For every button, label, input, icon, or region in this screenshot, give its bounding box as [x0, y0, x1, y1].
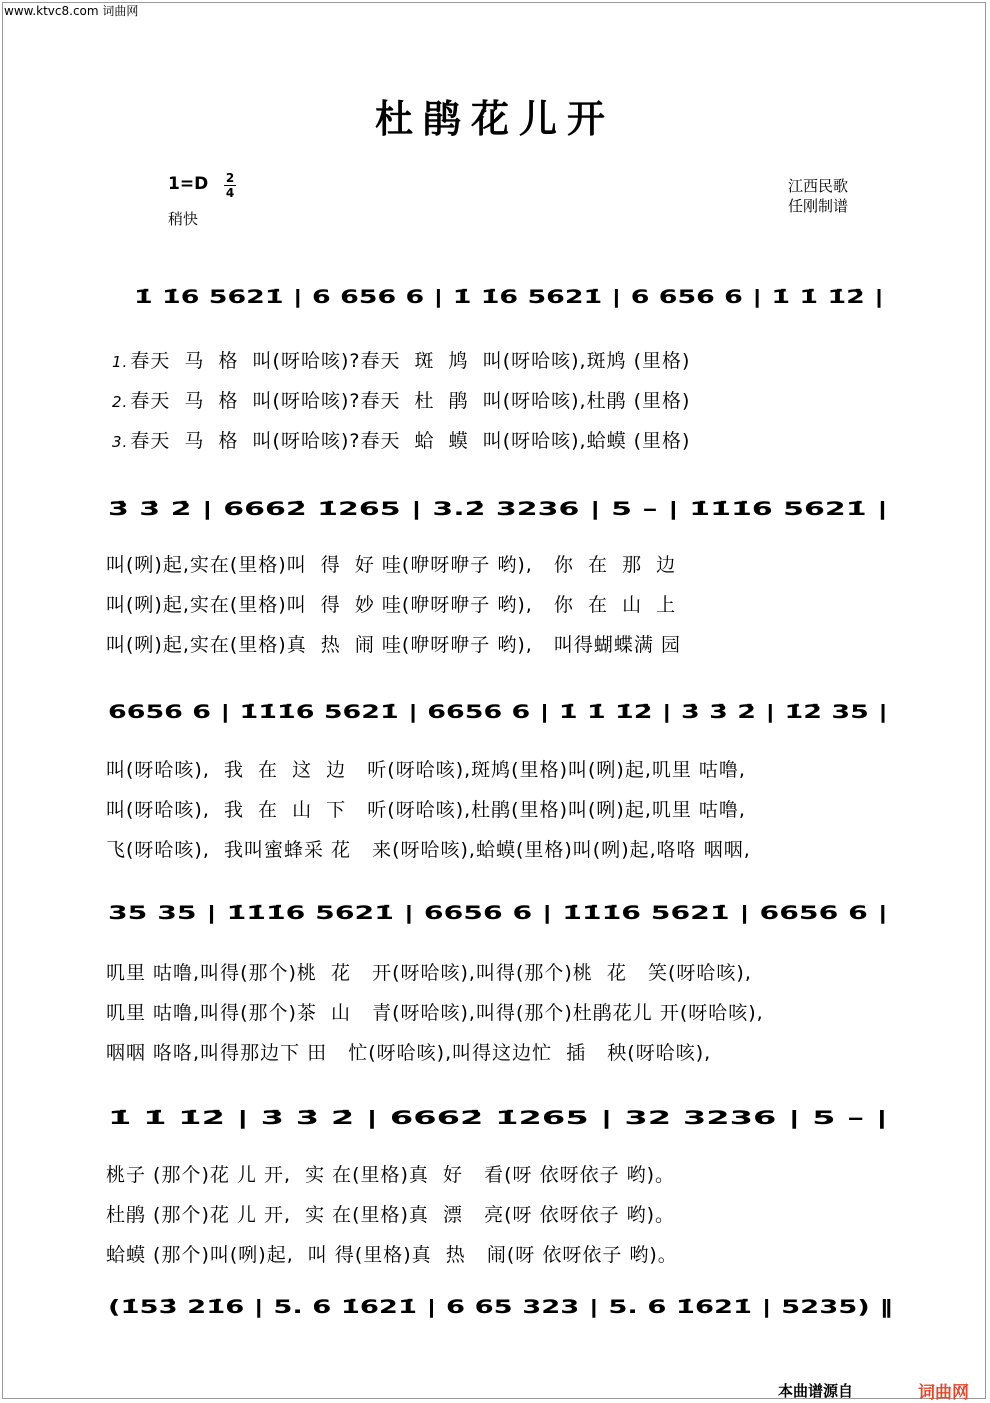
- verse-number: 3.: [112, 433, 129, 451]
- site-url[interactable]: www.ktvc8.com 词曲网: [4, 4, 139, 18]
- lyric-line: 叫(咧)起,实在(里格)叫 得 好 哇(咿呀咿子 哟), 你 在 那 边: [106, 554, 677, 576]
- lyric-verse-3: [112, 426, 690, 453]
- lyric-line: 叫(咧)起,实在(里格)真 热 闹 哇(咿呀咿子 哟), 叫得蝴蝶满 园: [106, 634, 681, 656]
- time-signature-bottom: 4: [225, 186, 235, 200]
- notation-line-2: 3̇ 3̇ 2̇ | 6662̇ 1̇265 | 3.2̇ 3236 | 5 – | 1̇1̇1̇6 5621̇ |: [108, 498, 888, 520]
- notation-line-5: 1̇ 1̇ 1̇2̇ | 3̇ 3̇ 2̇ | 6662̇ 1̇265 | 32 3236 | 5 – |: [108, 1107, 888, 1129]
- lyric-text: 春天 马 格 叫(呀哈咳)?春天 杜 鹃 叫(呀哈咳),杜鹃 (里格): [130, 390, 691, 412]
- notation-line-4: 35 35 | 1̇1̇1̇6 5621̇ | 6656 6 | 1̇1̇1̇6 5621̇ | 6656 6 |: [108, 902, 888, 924]
- site-logo[interactable]: 词曲网: [918, 1383, 969, 1403]
- lyric-line: 叫(咧)起,实在(里格)叫 得 妙 哇(咿呀咿子 哟), 你 在 山 上: [106, 594, 677, 616]
- notation-line-3: 6656 6 | 1̇1̇1̇6 5621̇ | 6656 6 | 1̇ 1̇ 1̇2̇ | 3̇ 3̇ 2̇ | 1̇2̇ 35 |: [108, 701, 888, 723]
- origin-credits: [788, 176, 848, 216]
- time-signature: [224, 171, 236, 200]
- lyric-verse-2: [112, 386, 690, 413]
- lyric-line: 叫(呀哈咳), 我 在 这 边 听(呀哈咳),斑鸠(里格)叫(咧)起,叽里 咕噜,: [106, 759, 746, 781]
- verse-number: 2.: [112, 393, 129, 411]
- lyric-line: 飞(呀哈咳), 我叫蜜蜂采 花 来(呀哈咳),蛤蟆(里格)叫(咧)起,咯咯 咽咽,: [106, 839, 751, 861]
- lyric-text: 春天 马 格 叫(呀哈咳)?春天 斑 鸠 叫(呀哈咳),斑鸠 (里格): [130, 350, 691, 372]
- notation-line-1: 1̇ 1̇6 5621̇ | 6 656 6 | 1̇ 1̇6 5621̇ | 6 656 6 | 1̇ 1̇ 1̇2̇ |: [134, 286, 884, 308]
- lyric-line: 咽咽 咯咯,叫得那边下 田 忙(呀哈咳),叫得这边忙 插 秧(呀哈咳),: [106, 1042, 712, 1064]
- arranger: 任刚制谱: [788, 197, 849, 215]
- lyric-text: 春天 马 格 叫(呀哈咳)?春天 蛤 蟆 叫(呀哈咳),蛤蟆 (里格): [130, 430, 691, 452]
- time-signature-top: 2: [225, 171, 235, 185]
- origin: 江西民歌: [788, 177, 849, 195]
- verse-number: 1.: [112, 353, 129, 371]
- key-signature: 1=D: [168, 174, 209, 194]
- lyric-line: 叽里 咕噜,叫得(那个)茶 山 青(呀哈咳),叫得(那个)杜鹃花儿 开(呀哈咳),: [106, 1002, 764, 1024]
- lyric-line: 杜鹃 (那个)花 儿 开, 实 在(里格)真 漂 亮(呀 依呀依子 哟)。: [106, 1204, 676, 1226]
- song-title: 杜鹃花儿开: [374, 96, 615, 141]
- footer-source: 本曲谱源自: [778, 1382, 854, 1400]
- lyric-line: 蛤蟆 (那个)叫(咧)起, 叫 得(里格)真 热 闹(呀 依呀依子 哟)。: [106, 1244, 678, 1266]
- lyric-verse-1: [112, 346, 690, 373]
- tempo-marking: 稍快: [168, 210, 199, 228]
- notation-line-6: (1̇53̇ 21̇6 | 5. 6 1̇621̇ | 6 65 323 | 5. 6 1̇621̇ | 5235) ‖: [108, 1296, 893, 1318]
- lyric-line: 叫(呀哈咳), 我 在 山 下 听(呀哈咳),杜鹃(里格)叫(咧)起,叽里 咕噜,: [106, 799, 746, 821]
- lyric-line: 叽里 咕噜,叫得(那个)桃 花 开(呀哈咳),叫得(那个)桃 花 笑(呀哈咳),: [106, 962, 752, 984]
- lyric-line: 桃子 (那个)花 儿 开, 实 在(里格)真 好 看(呀 依呀依子 哟)。: [106, 1164, 676, 1186]
